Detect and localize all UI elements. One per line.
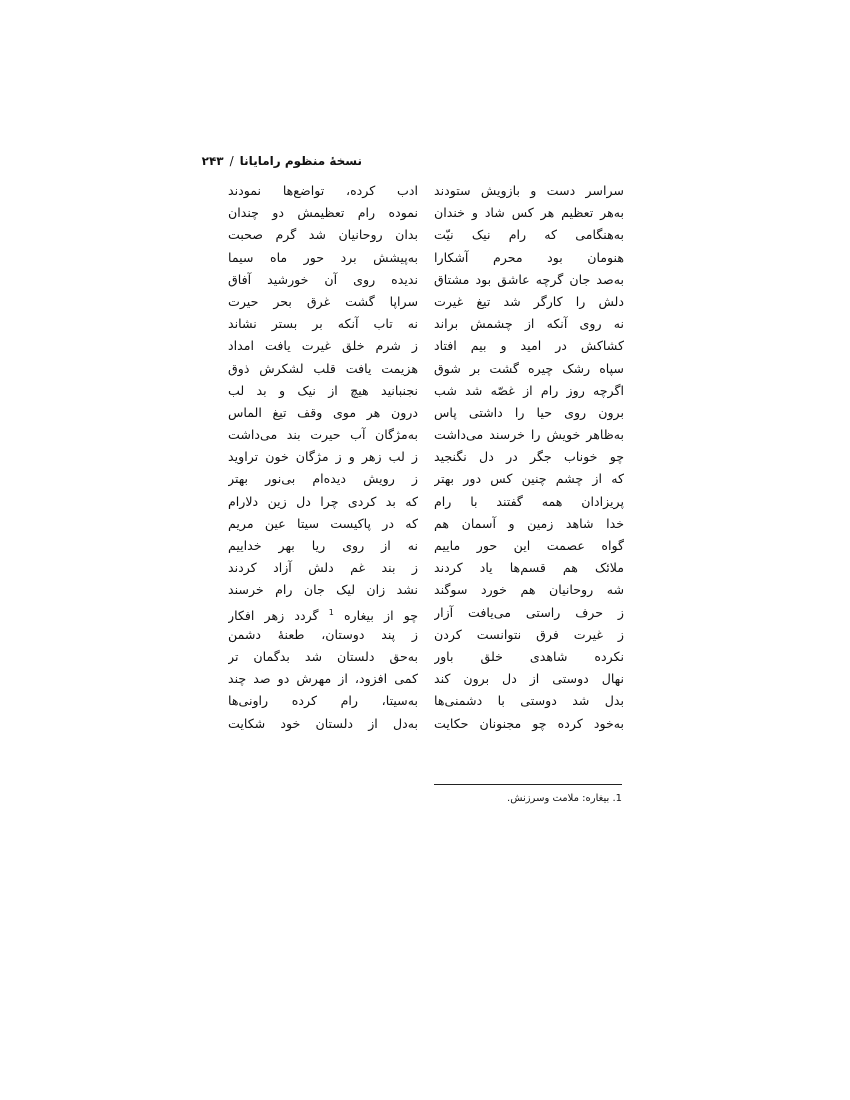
verse-line: به‌پیشش برد حور ماه سیما — [228, 249, 418, 265]
verse-line: ز بند غم دلش آزاد کردند — [228, 560, 418, 576]
verse-line: نموده رام تعظیمش دو چندان — [228, 205, 418, 221]
verse-line-part: چو از بیغاره — [343, 607, 418, 623]
footnote-text: بیغاره: ملامت وسرزنش. — [507, 793, 610, 804]
verse-line: کمی افزود، از مهرش دو صد چند — [228, 671, 418, 687]
verse-line: که در پاکیست سیتا عین مریم — [228, 515, 418, 531]
verse-line: به‌خود کرده چو مجنونان حکایت — [434, 715, 624, 731]
verse-line: به‌مژگان آب حیرت بند می‌داشت — [228, 427, 418, 443]
header-title: نسخهٔ منظوم رامایانا — [239, 154, 362, 168]
verse-line: به‌سیتا، رام کرده راونی‌ها — [228, 693, 418, 709]
right-verse-column — [434, 180, 624, 735]
footnote — [434, 793, 622, 804]
verse-line: خدا شاهد زمین و آسمان هم — [434, 515, 624, 531]
verse-line: نجنبانید هیچ از نیک و بد لب — [228, 382, 418, 398]
verse-line: سراپا گشت غرق بحر حیرت — [228, 293, 418, 309]
footnote-marker: 1 — [328, 607, 334, 617]
footnote-rule — [434, 784, 622, 785]
verse-line: ز پند دوستان، طعنهٔ دشمن — [228, 626, 418, 642]
verse-line: بدل شد دوستی با دشمنی‌ها — [434, 693, 624, 709]
verse-line: هزیمت یافت قلب لشکرش ذوق — [228, 360, 418, 376]
verse-line: به‌صد جان گرچه عاشق بود مشتاق — [434, 271, 624, 287]
verse-line: پریزادان همه گفتند با رام — [434, 493, 624, 509]
verse-line: هنومان بود محرم آشکارا — [434, 249, 624, 265]
verse-line: نکرده شاهدی خلق باور — [434, 648, 624, 664]
verse-line: نهال دوستی از دل برون کند — [434, 671, 624, 687]
verse-line — [228, 602, 418, 624]
verse-line: سراسر دست و بازویش ستودند — [434, 183, 624, 198]
verse-line: که بد کردی چرا دل زین دلارام — [228, 493, 418, 509]
verse-line: نه تاب آنکه بر بستر نشاند — [228, 316, 418, 332]
verse-line: ز شرم خلق غیرت یافت امداد — [228, 338, 418, 354]
verse-line: به‌دل از دلستان خود شکایت — [228, 715, 418, 731]
verse-line: ملائک هم قسم‌ها یاد کردند — [434, 560, 624, 576]
verse-line: به‌هنگامی که رام نیک نیّت — [434, 227, 624, 243]
verse-line: بدان روحانیان شد گرم صحبت — [228, 227, 418, 243]
header-separator: / — [229, 154, 234, 168]
verse-line: کشاکش در امید و بیم افتاد — [434, 338, 624, 354]
verse-line: نشد زان لیک جان رام خرسند — [228, 582, 418, 598]
verse-line: نه روی آنکه از چشمش براند — [434, 316, 624, 332]
verse-line: ز رویش دیده‌ام بی‌نور بهتر — [228, 471, 418, 487]
verse-line: شه روحانیان هم خورد سوگند — [434, 582, 624, 598]
verse-line: ز حرف راستی می‌یافت آزار — [434, 604, 624, 620]
verse-line-part: گردد زهر افکار — [228, 607, 319, 623]
verse-line: برون روی حیا را داشتی پاس — [434, 404, 624, 420]
page-number: ۲۴۳ — [201, 154, 224, 168]
verse-line: به‌هر تعظیم هر کس شاد و خندان — [434, 205, 624, 221]
left-verse-column — [228, 180, 418, 735]
verse-line: به‌حق دلستان شد بدگمان تر — [228, 648, 418, 664]
footnote-number: 1. — [612, 793, 622, 804]
verse-line: ادب کرده، تواضع‌ها نمودند — [228, 183, 418, 198]
verse-line: به‌ظاهر خویش را خرسند می‌داشت — [434, 427, 624, 443]
verse-line: سپاه رشک چیره گشت بر شوق — [434, 360, 624, 376]
verse-line: ندیده روی آن خورشید آفاق — [228, 271, 418, 287]
verse-line: دلش را کارگر شد تیغ غیرت — [434, 293, 624, 309]
verse-line: چو خوناب جگر در دل نگنجید — [434, 449, 624, 465]
verse-line: درون هر موی وقف تیغ الماس — [228, 404, 418, 420]
verse-line: نه از روی ریا بهر خداییم — [228, 538, 418, 553]
verse-line: گواه عصمت این حور ماییم — [434, 538, 624, 553]
verse-line: ز غیرت فرق نتوانست کردن — [434, 626, 624, 642]
running-header — [201, 152, 362, 170]
verse-line: که از چشم چنین کس دور بهتر — [434, 471, 624, 487]
verse-line: ز لب زهر و ز مژگان خون تراوید — [228, 449, 418, 465]
verse-line: اگرچه روز رام از غصّه شد شب — [434, 382, 624, 398]
